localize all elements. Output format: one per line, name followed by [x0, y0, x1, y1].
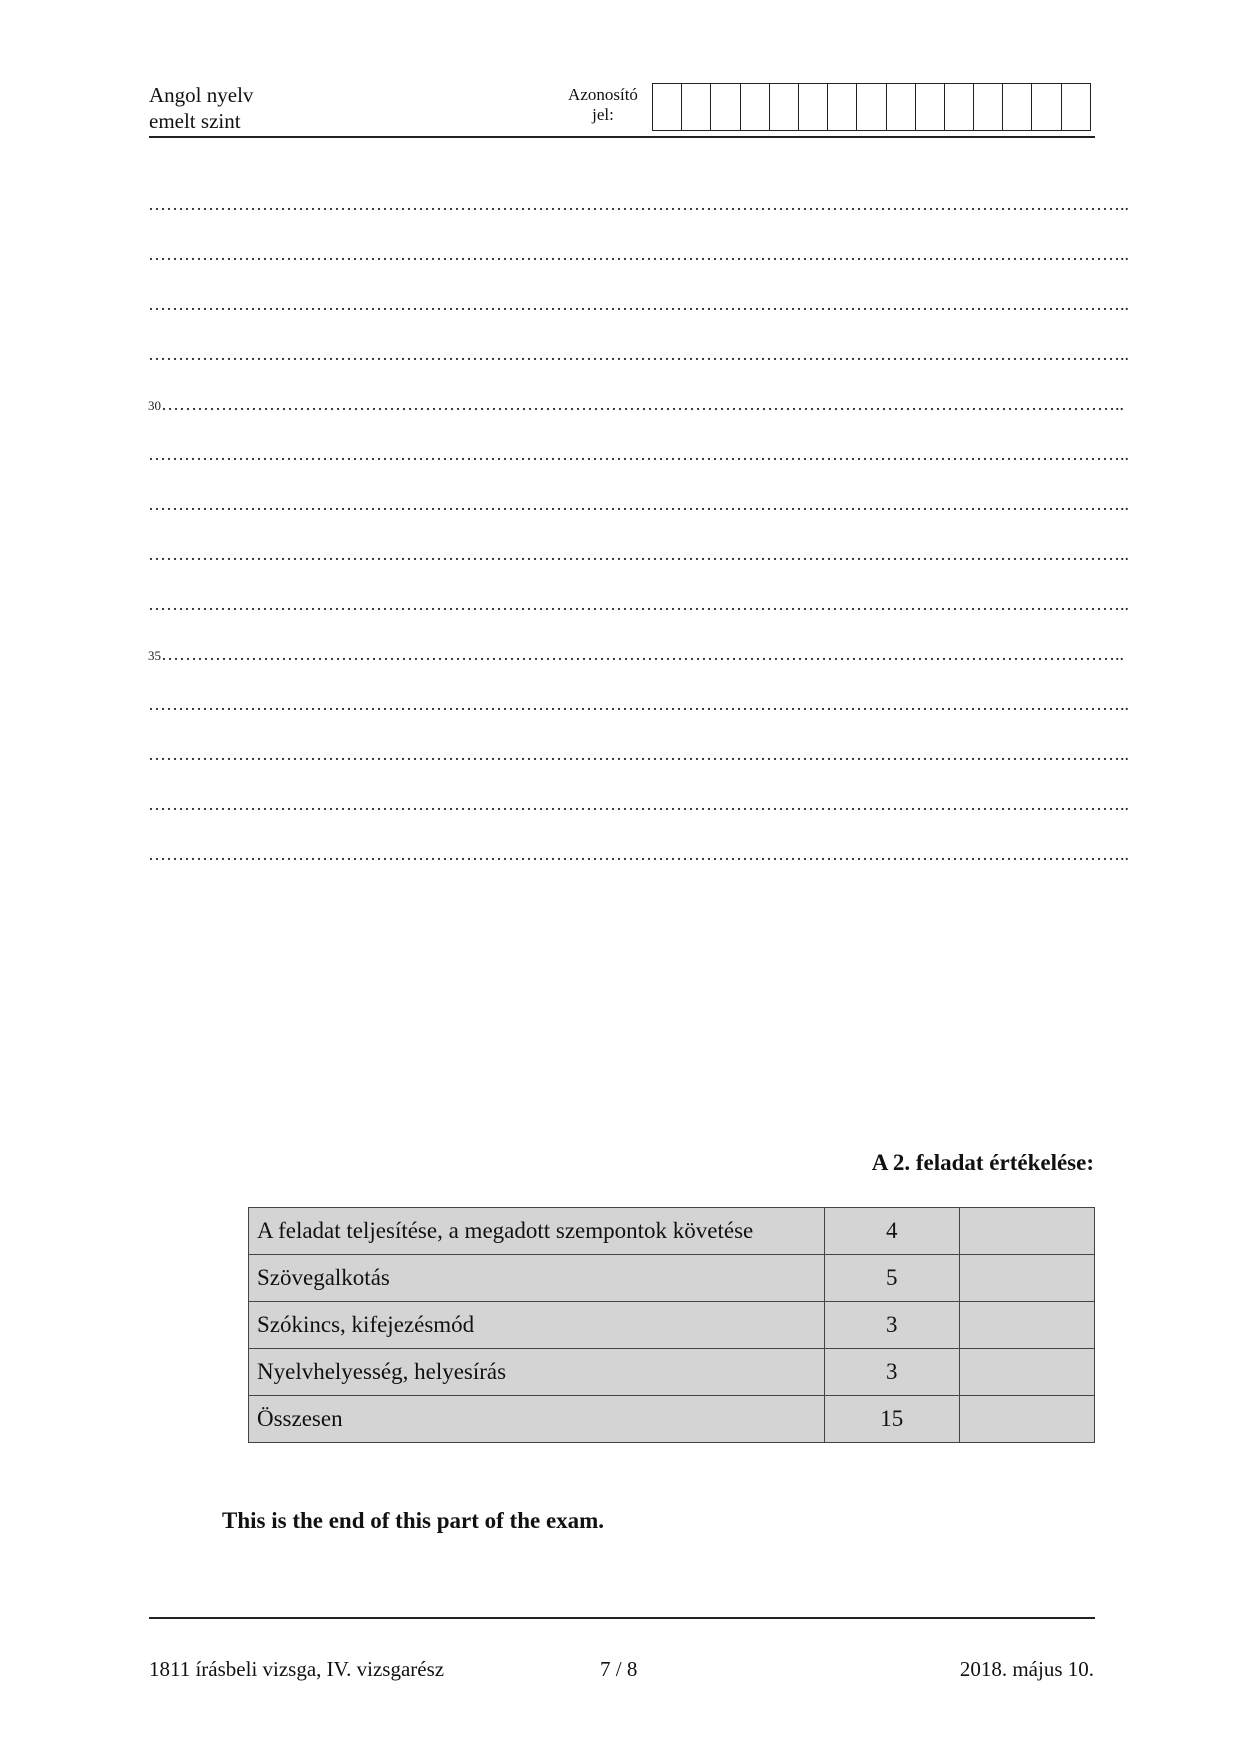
score-entry-cell[interactable] [959, 1255, 1094, 1302]
evaluation-row [249, 1255, 1095, 1302]
id-code-box[interactable] [741, 83, 770, 131]
answer-line[interactable] [148, 290, 1129, 340]
score-entry-cell[interactable] [959, 1396, 1094, 1443]
id-code-box[interactable] [887, 83, 916, 131]
id-code-box[interactable] [916, 83, 945, 131]
answer-lines[interactable] [148, 190, 1129, 890]
footer-page-number: 7 / 8 [600, 1657, 638, 1681]
id-code-box[interactable] [653, 83, 682, 131]
answer-line-dots: ……………………………………………………………………………………………………………………………………………….. [148, 294, 1129, 314]
id-code-box[interactable] [828, 83, 857, 131]
answer-line[interactable] [148, 340, 1129, 390]
criterion-cell: Nyelvhelyesség, helyesírás [249, 1349, 825, 1396]
answer-line-dots: ……………………………………………………………………………………………………………………………………………….. [148, 494, 1129, 514]
answer-line-dots: ……………………………………………………………………………………………………………………………………………….. [148, 844, 1129, 864]
footer-exam-info: 1811 írásbeli vizsga, IV. vizsgarész [149, 1657, 445, 1681]
line-number: 35 [148, 648, 161, 663]
id-code-box[interactable] [857, 83, 886, 131]
id-code-box[interactable] [1062, 83, 1091, 131]
id-code-boxes[interactable] [652, 83, 1091, 131]
answer-line[interactable] [148, 440, 1129, 490]
answer-line-dots: 35…………………………………………………………………………………………………………………………………………….. [148, 644, 1124, 664]
header-rule [149, 136, 1095, 138]
answer-line[interactable] [148, 690, 1129, 740]
answer-line[interactable] [148, 840, 1129, 890]
id-label-line1: Azonosító [568, 85, 638, 104]
id-code-box[interactable] [711, 83, 740, 131]
criterion-cell: Összesen [249, 1396, 825, 1443]
id-code-box[interactable] [945, 83, 974, 131]
answer-line-dots: ……………………………………………………………………………………………………………………………………………….. [148, 794, 1129, 814]
criterion-cell: A feladat teljesítése, a megadott szempontok követése [249, 1208, 825, 1255]
evaluation-table [248, 1207, 1095, 1443]
evaluation-row [249, 1396, 1095, 1443]
answer-line[interactable] [148, 790, 1129, 840]
answer-line[interactable] [148, 390, 1124, 440]
criterion-cell: Szókincs, kifejezésmód [249, 1302, 825, 1349]
id-code-box[interactable] [799, 83, 828, 131]
footer-rule [149, 1617, 1095, 1619]
evaluation-row [249, 1208, 1095, 1255]
id-code-box[interactable] [770, 83, 799, 131]
answer-line[interactable] [148, 640, 1124, 690]
score-entry-cell[interactable] [959, 1302, 1094, 1349]
id-code-box[interactable] [974, 83, 1003, 131]
max-points-cell: 3 [824, 1302, 959, 1349]
answer-line[interactable] [148, 190, 1129, 240]
max-points-cell: 3 [824, 1349, 959, 1396]
line-number: 30 [148, 398, 161, 413]
answer-line-dots: ……………………………………………………………………………………………………………………………………………….. [148, 744, 1129, 764]
criterion-cell: Szövegalkotás [249, 1255, 825, 1302]
answer-line[interactable] [148, 240, 1129, 290]
score-entry-cell[interactable] [959, 1208, 1094, 1255]
header-subject-block [149, 82, 253, 134]
max-points-cell: 5 [824, 1255, 959, 1302]
max-points-cell: 15 [824, 1396, 959, 1443]
answer-line[interactable] [148, 490, 1129, 540]
level-title: emelt szint [149, 109, 241, 133]
id-label [558, 85, 648, 125]
answer-line-dots: 30…………………………………………………………………………………………………………………………………………….. [148, 394, 1124, 414]
answer-line[interactable] [148, 590, 1129, 640]
end-note: This is the end of this part of the exam. [222, 1508, 605, 1533]
footer-date: 2018. május 10. [959, 1657, 1094, 1681]
answer-line[interactable] [148, 540, 1129, 590]
answer-line-dots: ……………………………………………………………………………………………………………………………………………….. [148, 344, 1129, 364]
max-points-cell: 4 [824, 1208, 959, 1255]
answer-line[interactable] [148, 740, 1129, 790]
evaluation-title: A 2. feladat értékelése: [871, 1150, 1094, 1175]
id-label-line2: jel: [592, 105, 614, 124]
evaluation-row [249, 1349, 1095, 1396]
answer-line-dots: ……………………………………………………………………………………………………………………………………………….. [148, 194, 1129, 214]
id-code-box[interactable] [1032, 83, 1061, 131]
subject-title: Angol nyelv [149, 83, 254, 107]
id-code-box[interactable] [682, 83, 711, 131]
answer-line-dots: ……………………………………………………………………………………………………………………………………………….. [148, 544, 1129, 564]
answer-line-dots: ……………………………………………………………………………………………………………………………………………….. [148, 244, 1129, 264]
score-entry-cell[interactable] [959, 1349, 1094, 1396]
answer-line-dots: ……………………………………………………………………………………………………………………………………………….. [148, 694, 1129, 714]
evaluation-row [249, 1302, 1095, 1349]
id-code-box[interactable] [1003, 83, 1032, 131]
answer-line-dots: ……………………………………………………………………………………………………………………………………………….. [148, 594, 1129, 614]
answer-line-dots: ……………………………………………………………………………………………………………………………………………….. [148, 444, 1129, 464]
